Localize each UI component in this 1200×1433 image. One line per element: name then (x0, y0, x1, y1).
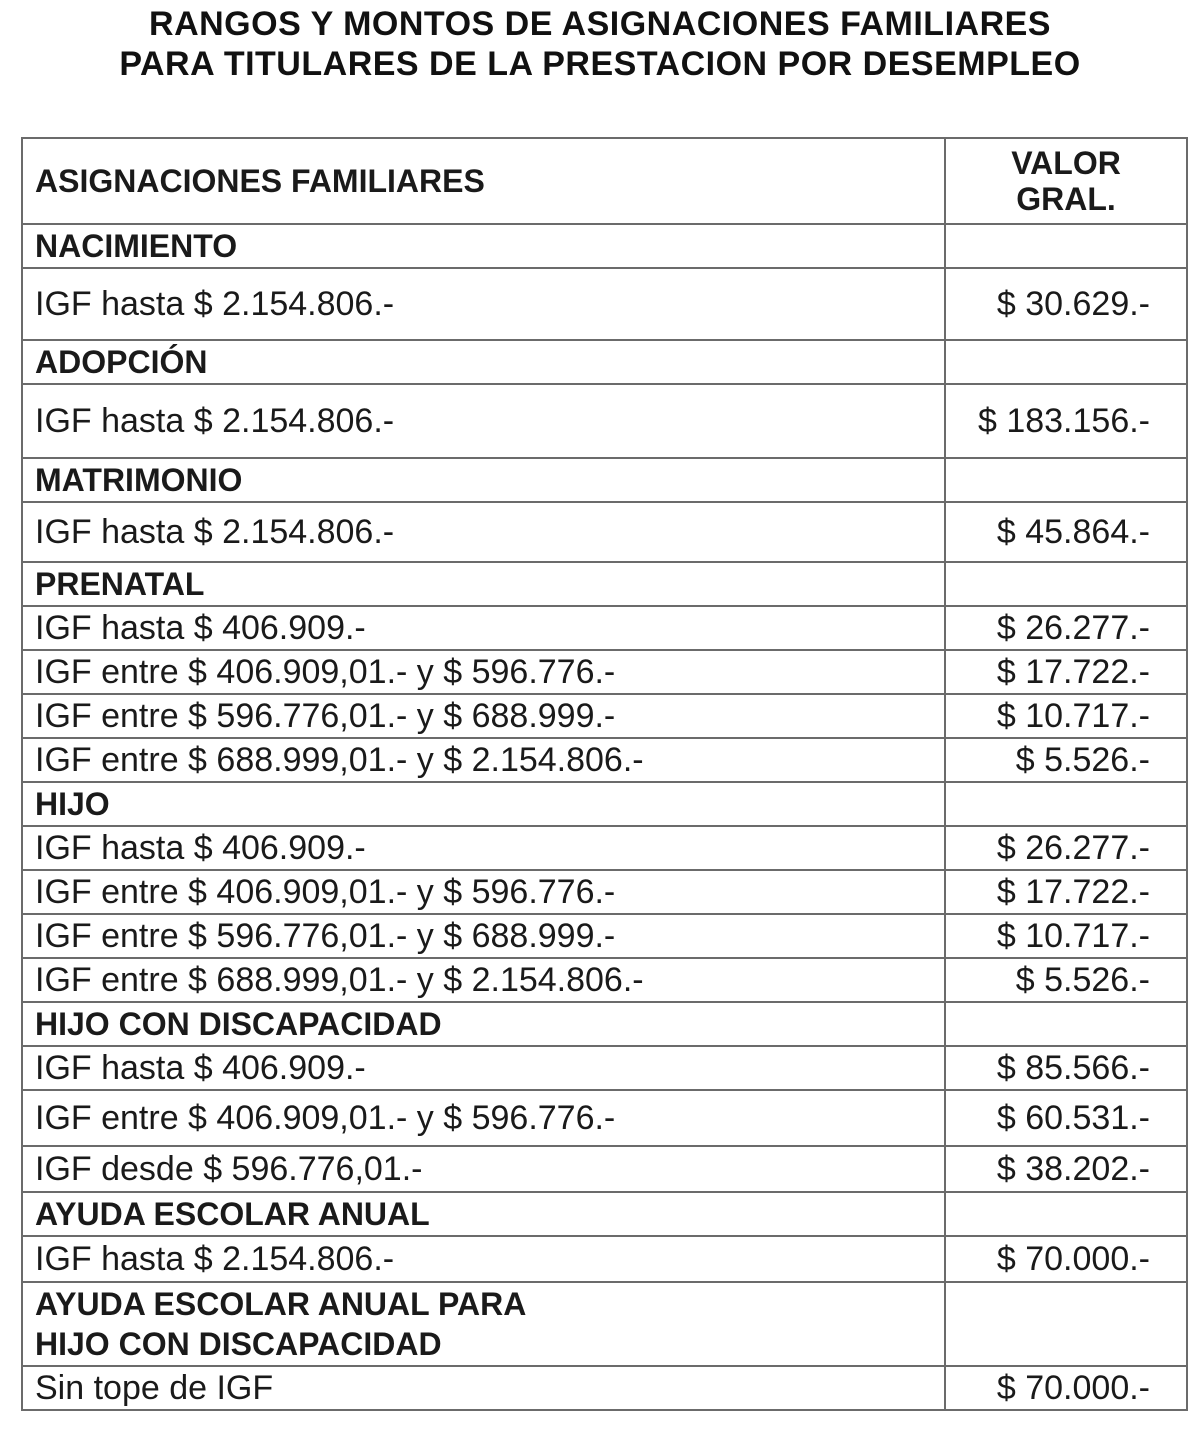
row-label: IGF desde $ 596.776,01.- (22, 1146, 945, 1192)
row-label: IGF entre $ 406.909,01.- y $ 596.776.- (22, 1090, 945, 1146)
section-empty-cell (945, 340, 1187, 384)
row-value: $ 60.531.- (945, 1090, 1187, 1146)
section-name: HIJO (22, 782, 945, 826)
section-name: HIJO CON DISCAPACIDAD (22, 1002, 945, 1046)
row-label: IGF hasta $ 2.154.806.- (22, 502, 945, 562)
section-empty-cell (945, 224, 1187, 268)
table-row (22, 606, 1187, 650)
section-name-line2: HIJO CON DISCAPACIDAD (35, 1326, 442, 1362)
row-value: $ 30.629.- (945, 268, 1187, 340)
section-row-ayuda-escolar-anual (22, 1192, 1187, 1236)
section-empty-cell (945, 1192, 1187, 1236)
table-row (22, 1146, 1187, 1192)
section-name (22, 1282, 945, 1366)
row-value: $ 26.277.- (945, 826, 1187, 870)
row-value: $ 5.526.- (945, 738, 1187, 782)
row-value: $ 5.526.- (945, 958, 1187, 1002)
header-valor-line1: VALOR (1011, 145, 1121, 181)
table-row (22, 738, 1187, 782)
row-value: $ 45.864.- (945, 502, 1187, 562)
row-label: IGF entre $ 688.999,01.- y $ 2.154.806.- (22, 738, 945, 782)
row-label: IGF entre $ 406.909,01.- y $ 596.776.- (22, 650, 945, 694)
section-name: MATRIMONIO (22, 458, 945, 502)
section-name: PRENATAL (22, 562, 945, 606)
table-row (22, 1366, 1187, 1410)
section-row-ayuda-escolar-discapacidad (22, 1282, 1187, 1366)
row-label: IGF hasta $ 406.909.- (22, 1046, 945, 1090)
section-name: NACIMIENTO (22, 224, 945, 268)
row-value: $ 38.202.- (945, 1146, 1187, 1192)
table-row (22, 958, 1187, 1002)
table-row (22, 826, 1187, 870)
document-title (0, 4, 1200, 84)
table-header-row (22, 138, 1187, 224)
table-row (22, 694, 1187, 738)
table-row (22, 502, 1187, 562)
section-row-hijo-con-discapacidad (22, 1002, 1187, 1046)
header-valor-line2: GRAL. (1016, 181, 1116, 217)
section-row-nacimiento (22, 224, 1187, 268)
title-line-1: RANGOS Y MONTOS DE ASIGNACIONES FAMILIARES (149, 5, 1051, 43)
section-row-adopcion (22, 340, 1187, 384)
table-row (22, 914, 1187, 958)
section-empty-cell (945, 782, 1187, 826)
section-name-line1: AYUDA ESCOLAR ANUAL PARA (35, 1286, 527, 1322)
table-row (22, 1236, 1187, 1282)
asignaciones-table (21, 137, 1188, 1411)
row-value: $ 17.722.- (945, 870, 1187, 914)
table-row (22, 384, 1187, 458)
row-value: $ 70.000.- (945, 1366, 1187, 1410)
row-value: $ 26.277.- (945, 606, 1187, 650)
row-label: IGF entre $ 596.776,01.- y $ 688.999.- (22, 694, 945, 738)
title-line-2: PARA TITULARES DE LA PRESTACION POR DESEMPLEO (119, 45, 1081, 83)
section-empty-cell (945, 458, 1187, 502)
header-asignaciones: ASIGNACIONES FAMILIARES (22, 138, 945, 224)
row-value: $ 17.722.- (945, 650, 1187, 694)
table-row (22, 650, 1187, 694)
row-label: IGF entre $ 596.776,01.- y $ 688.999.- (22, 914, 945, 958)
table-row (22, 1090, 1187, 1146)
row-value: $ 10.717.- (945, 914, 1187, 958)
row-label: Sin tope de IGF (22, 1366, 945, 1410)
section-row-hijo (22, 782, 1187, 826)
table-row (22, 1046, 1187, 1090)
table-row (22, 870, 1187, 914)
table-row (22, 268, 1187, 340)
section-name: ADOPCIÓN (22, 340, 945, 384)
row-label: IGF hasta $ 2.154.806.- (22, 384, 945, 458)
section-row-matrimonio (22, 458, 1187, 502)
row-label: IGF entre $ 406.909,01.- y $ 596.776.- (22, 870, 945, 914)
row-value: $ 10.717.- (945, 694, 1187, 738)
row-label: IGF entre $ 688.999,01.- y $ 2.154.806.- (22, 958, 945, 1002)
row-label: IGF hasta $ 406.909.- (22, 826, 945, 870)
row-label: IGF hasta $ 2.154.806.- (22, 1236, 945, 1282)
section-name: AYUDA ESCOLAR ANUAL (22, 1192, 945, 1236)
section-row-prenatal (22, 562, 1187, 606)
row-value: $ 183.156.- (945, 384, 1187, 458)
section-empty-cell (945, 1002, 1187, 1046)
section-empty-cell (945, 1282, 1187, 1366)
row-value: $ 70.000.- (945, 1236, 1187, 1282)
row-value: $ 85.566.- (945, 1046, 1187, 1090)
header-valor-gral (945, 138, 1187, 224)
row-label: IGF hasta $ 2.154.806.- (22, 268, 945, 340)
section-empty-cell (945, 562, 1187, 606)
row-label: IGF hasta $ 406.909.- (22, 606, 945, 650)
